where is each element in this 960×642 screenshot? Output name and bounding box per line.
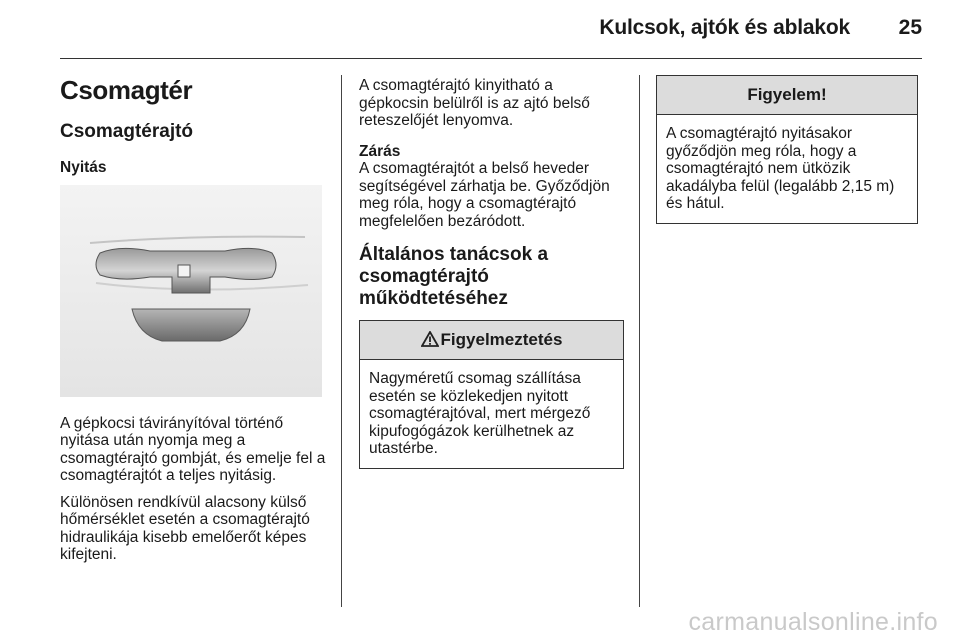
running-header-title: Kulcsok, ajtók és ablakok [599,16,850,39]
paragraph: A csomagtérajtó kinyitható a gépkocsin belülről is az ajtó belső reteszelőjét lenyomva. [359,77,590,129]
section-heading: Csomagtér [60,75,193,105]
paragraph: Különösen rendkívül alacsony külső hőmérséklet esetén a csomagtérajtó hidraulikája kisebb emelőerőt képes kifejteni. [60,493,310,563]
subsection-heading: Csomagtérajtó [60,121,194,142]
header-rule [60,58,922,59]
right-column [656,75,918,224]
caution-box-header [657,76,917,115]
left-column [60,75,328,573]
tailgate-handle-illustration [60,185,322,397]
paragraph: A gépkocsi távirányítóval történő nyitása után nyomja meg a csomagtérajtó gombját, és emelje fel a csomagtérajtót a teljes nyitásig. [60,414,326,484]
page-number: 25 [898,16,922,39]
warning-triangle-icon [421,331,439,347]
caution-box [656,75,918,224]
middle-column [359,77,624,469]
caution-text: A csomagtérajtó nyitásakor győződjön meg róla, hogy a csomagtérajtó nem ütközik akadályba felül (legalább 2,15 m) és hátul. [666,125,895,212]
column-divider [639,75,640,607]
warning-text: Nagyméretű csomag szállítása esetén se közlekedjen nyitott csomagtérajtóval, mert mérgező kipufogógázok kerülhetnek az utastérbe. [369,370,591,457]
paragraph: A csomagtérajtót a belső heveder segítségével zárhatja be. Győződjön meg róla, hogy a csomagtérajtó megfelelően bezáródott. [359,160,610,230]
general-tips-heading: Általános tanácsok a csomagtérajtó működtetéséhez [359,244,549,309]
column-divider [341,75,342,607]
warning-box [359,320,624,469]
warning-title: Figyelmeztetés [440,330,563,349]
watermark: carmanualsonline.info [688,608,938,636]
warning-box-header [360,321,623,360]
tailgate-handle-image [60,185,322,397]
close-heading: Zárás [359,142,401,160]
caution-title: Figyelem! [747,85,827,104]
subsubsection-heading: Nyitás [60,159,107,176]
